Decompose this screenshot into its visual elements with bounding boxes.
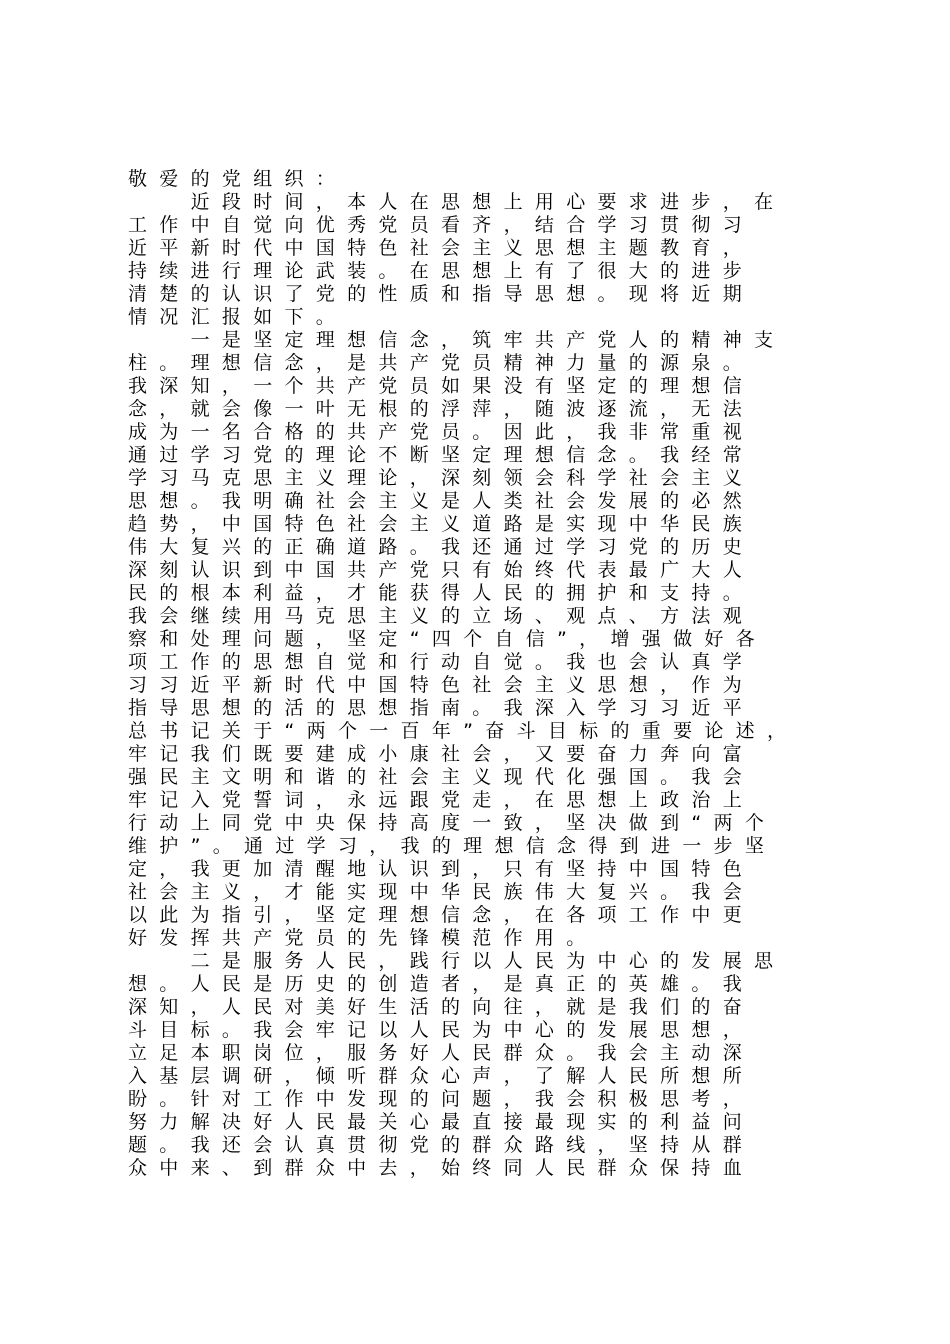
text-line: 成为一名合格的共产党员。因此，我非常重视 [128,421,755,443]
text-line: 近平新时代中国特色社会主义思想主题教育， [128,237,755,259]
text-line: 指导思想的活的思想指南。我深入学习习近平 [128,697,755,719]
text-line: 社会主义，才能实现中华民族伟大复兴。我会 [128,881,755,903]
text-line: 学习马克思主义理论，深刻领会科学社会主义 [128,467,755,489]
text-line: 柱。理想信念，是共产党员精神力量的源泉。 [128,352,755,374]
text-line: 近段时间，本人在思想上用心要求进步，在 [128,191,786,213]
text-line: 工作中自觉向优秀党员看齐，结合学习贯彻习 [128,214,755,236]
text-line: 题。我还会认真贯彻党的群众路线，坚持从群 [128,1134,755,1156]
text-line: 念，就会像一叶无根的浮萍，随波逐流，无法 [128,398,755,420]
text-line: 好发挥共产党员的先锋模范作用。 [128,927,598,949]
text-line: 一是坚定理想信念，筑牢共产党人的精神支 [128,329,786,351]
text-line: 总书记关于“两个一百年”奋斗目标的重要论述， [128,720,799,742]
text-line: 清楚的认识了党的性质和指导思想。现将近期 [128,283,755,305]
text-line: 察和处理问题，坚定“四个自信”，增强做好各 [128,628,767,650]
text-line: 定，我更加清醒地认识到，只有坚持中国特色 [128,858,755,880]
document-body [128,168,888,1180]
text-line: 以此为指引，坚定理想信念，在各项工作中更 [128,904,755,926]
text-line: 立足本职岗位，服务好人民群众。我会主动深 [128,1042,755,1064]
text-line: 情况汇报如下。 [128,306,348,328]
text-line: 我会继续用马克思主义的立场、观点、方法观 [128,605,755,627]
text-line: 入基层调研，倾听群众心声，了解人民所想所 [128,1065,755,1087]
text-line: 牢记我们既要建成小康社会，又要奋力奔向富 [128,743,755,765]
text-line: 民的根本利益，才能获得人民的拥护和支持。 [128,582,755,604]
text-line: 我深知，一个共产党员如果没有坚定的理想信 [128,375,755,397]
text-line: 斗目标。我会牢记以人民为中心的发展思想， [128,1019,755,1041]
text-line: 二是服务人民，践行以人民为中心的发展思 [128,950,786,972]
text-line: 习习近平新时代中国特色社会主义思想，作为 [128,674,755,696]
text-line: 行动上同党中央保持高度一致，坚决做到“两个 [128,812,777,834]
text-line: 思想。我明确社会主义是人类社会发展的必然 [128,490,755,512]
text-line: 趋势，中国特色社会主义道路是实现中华民族 [128,513,755,535]
text-line: 强民主文明和谐的社会主义现代化强国。我会 [128,766,755,788]
text-line: 通过学习党的理论不断坚定理想信念。我经常 [128,444,755,466]
text-line: 牢记入党誓词，永远跟党走，在思想上政治上 [128,789,755,811]
text-line: 盼。针对工作中发现的问题，我会积极思考， [128,1088,755,1110]
text-line: 努力解决好人民最关心最直接最现实的利益问 [128,1111,755,1133]
text-line: 深知，人民对美好生活的向往，就是我们的奋 [128,996,755,1018]
text-line: 想。人民是历史的创造者，是真正的英雄。我 [128,973,755,995]
text-line: 众中来、到群众中去，始终同人民群众保持血 [128,1157,755,1179]
text-line: 深刻认识到中国共产党只有始终代表最广大人 [128,559,755,581]
text-line: 项工作的思想自觉和行动自觉。我也会认真学 [128,651,755,673]
text-line: 持续进行理论武装。在思想上有了很大的进步 [128,260,755,282]
salutation-line: 敬爱的党组织： [128,168,348,190]
text-line: 维护”。通过学习，我的理想信念得到进一步坚 [128,835,777,857]
text-line: 伟大复兴的正确道路。我还通过学习党的历史 [128,536,755,558]
